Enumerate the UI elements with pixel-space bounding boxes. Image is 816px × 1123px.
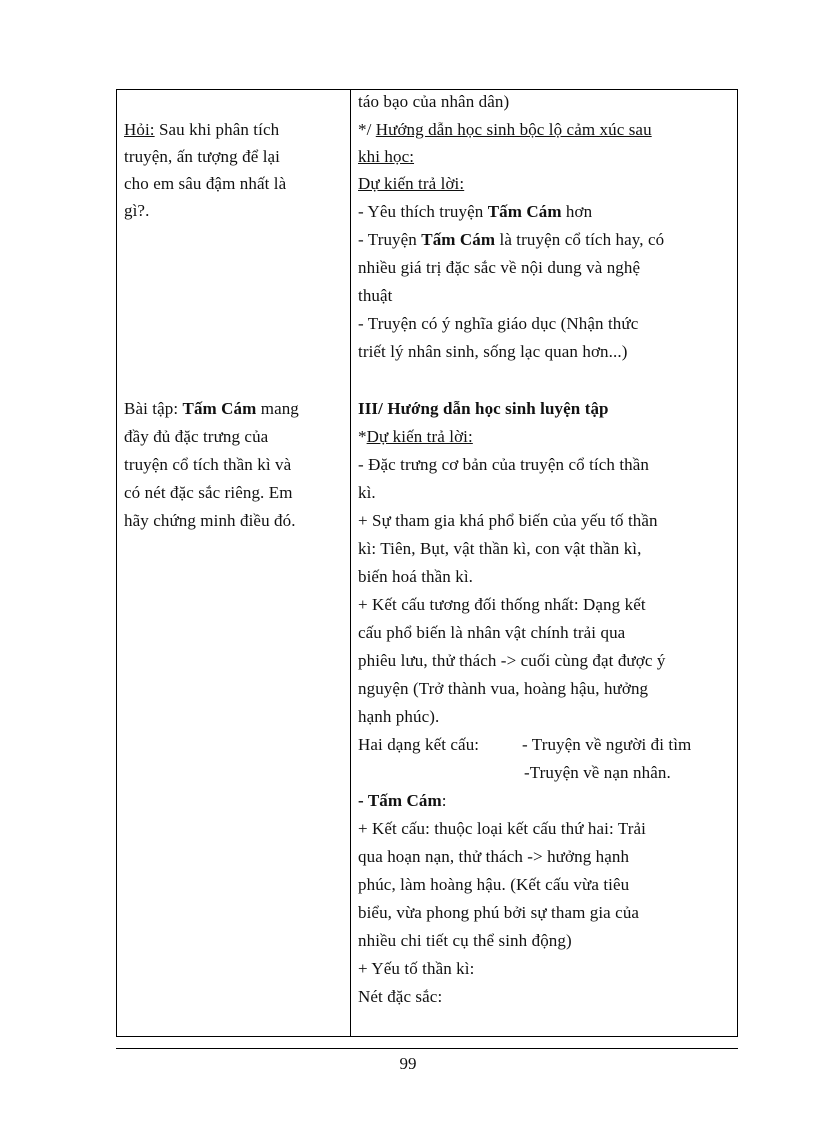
right-line-03: khi học: [358, 147, 415, 166]
page-number: 99 [399, 1054, 417, 1073]
right-line-21: nguyện (Trở thành vua, hoàng hậu, hưởng [358, 679, 649, 698]
left-question-2-line-3: truyện cổ tích thần kì và [124, 455, 292, 474]
right-line-30: nhiều chi tiết cụ thể sinh động) [358, 931, 572, 950]
right-line-13: - Đặc trưng cơ bản của truyện cổ tích thần [358, 455, 649, 474]
right-line-09: - Truyện có ý nghĩa giáo dục (Nhận thức [358, 314, 639, 333]
left-question-2-line-2: đầy đủ đặc trưng của [124, 427, 269, 446]
left-question-1-line-4: gì?. [124, 201, 150, 220]
left-question-2-line-1: Bài tập: Tấm Cám mang [124, 399, 299, 418]
right-line-06: - Truyện Tấm Cám là truyện cổ tích hay, có [358, 230, 665, 249]
right-line-19: cấu phổ biến là nhân vật chính trải qua [358, 623, 626, 642]
right-line-12: *Dự kiến trả lời: [358, 427, 473, 446]
right-line-31: + Yếu tố thần kì: [358, 959, 475, 978]
right-line-28: phúc, làm hoàng hậu. (Kết cấu vừa tiêu [358, 875, 630, 894]
left-question-2-line-4: có nét đặc sắc riêng. Em [124, 483, 293, 502]
right-line-32: Nét đặc sắc: [358, 987, 443, 1006]
footer-rule [116, 1048, 738, 1049]
right-line-05: - Yêu thích truyện Tấm Cám hơn [358, 202, 593, 221]
right-line-29: biểu, vừa phong phú bởi sự tham gia của [358, 903, 640, 922]
right-line-15: + Sự tham gia khá phổ biến của yếu tố thần [358, 511, 658, 530]
right-line-08: thuật [358, 286, 393, 305]
right-line-14: kì. [358, 483, 376, 502]
right-line-20: phiêu lưu, thử thách -> cuối cùng đạt được ý [358, 651, 666, 670]
right-line-02: */ Hướng dẫn học sinh bộc lộ cảm xúc sau [358, 120, 652, 139]
right-line-27: qua hoạn nạn, thử thách -> hưởng hạnh [358, 847, 630, 866]
right-line-23: Hai dạng kết cấu: - Truyện về người đi tìm [358, 735, 692, 754]
right-line-10: triết lý nhân sinh, sống lạc quan hơn...) [358, 342, 628, 361]
right-line-01: táo bạo của nhân dân) [358, 92, 510, 111]
left-question-2-line-5: hãy chứng minh điều đó. [124, 511, 296, 530]
right-line-04: Dự kiến trả lời: [358, 174, 465, 193]
right-section-heading: III/ Hướng dẫn học sinh luyện tập [358, 399, 609, 418]
right-line-24: -Truyện về nạn nhân. [524, 763, 671, 782]
column-divider [350, 90, 351, 1036]
right-line-17: biến hoá thần kì. [358, 567, 474, 586]
right-line-26: + Kết cấu: thuộc loại kết cấu thứ hai: Trải [358, 819, 646, 838]
right-line-18: + Kết cấu tương đối thống nhất: Dạng kết [358, 595, 646, 614]
right-line-22: hạnh phúc). [358, 707, 440, 726]
left-question-1-line-2: truyện, ấn tượng để lại [124, 147, 280, 166]
content-table [116, 89, 738, 1037]
right-line-07: nhiều giá trị đặc sắc về nội dung và nghệ [358, 258, 641, 277]
left-question-1-line-3: cho em sâu đậm nhất là [124, 174, 287, 193]
right-line-16: kì: Tiên, Bụt, vật thần kì, con vật thần kì, [358, 539, 642, 558]
right-line-25: - Tấm Cám: [358, 791, 447, 810]
left-question-1-line-1: Hỏi: Sau khi phân tích [124, 120, 280, 139]
